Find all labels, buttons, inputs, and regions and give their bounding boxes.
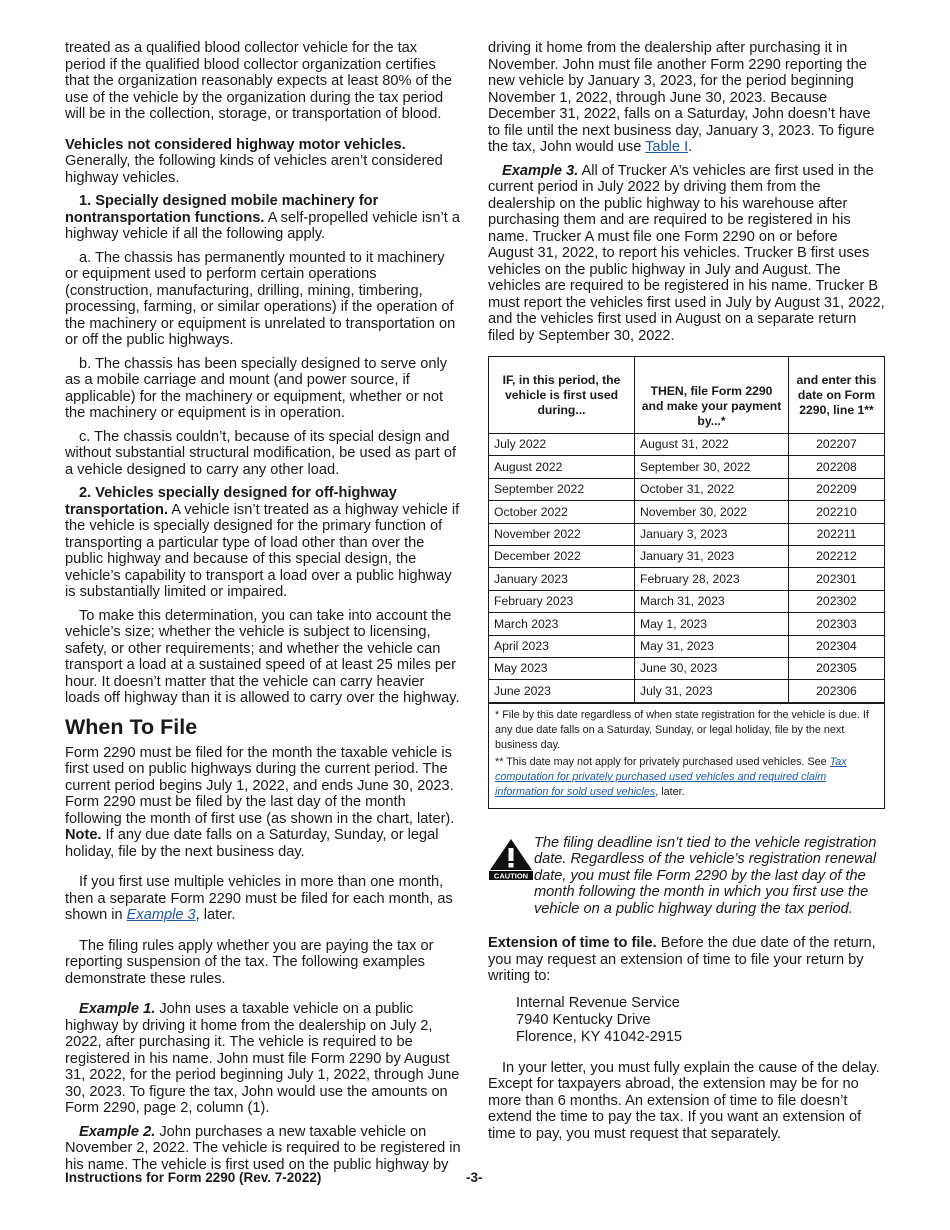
- paragraph: Form 2290 must be filed for the month the taxable vehicle is first used on public highways during the current period. The current period begins July 1, 2022, and ends June 30, 2023. Form 2290 must be filed by the last day of the month following the month of first use (as shown in the chart, later). Note. If any due date falls on a Saturday, Sunday, or legal holiday, file by the next business day.: [65, 744, 455, 860]
- list-item: 1. Specially designed mobile machinery for nontransportation functions. A self-propelled vehicle isn’t a highway vehicle if all the following apply.: [65, 193, 460, 242]
- paragraph: In your letter, you must fully explain the cause of the delay. Except for taxpayers abroad, the extension may be for no more than 6 months. An extension of time to file doesn’t extend the time to pay the tax. If you want an extension of time to pay, you must request that separately.: [488, 1059, 880, 1142]
- paragraph: The filing rules apply whether you are paying the tax or reporting suspension of the tax. The following examples demonstrate these rules.: [65, 937, 434, 987]
- month-first-used-cell: January 2023: [489, 568, 635, 590]
- month-first-used-cell: May 2023: [489, 657, 635, 679]
- month-first-used-cell: December 2022: [489, 545, 635, 567]
- run-in-heading: 2. Vehicles specially designed for off-highway transportation.: [65, 485, 397, 518]
- mailing-address: [516, 995, 885, 1046]
- table-i-link[interactable]: Table I: [645, 139, 689, 155]
- paragraph: If you first use multiple vehicles in more than one month, then a separate Form 2290 must be filed for each month, as shown in Example 3, later.: [65, 874, 453, 923]
- line-1-code-cell: 202301: [789, 568, 885, 590]
- due-date-cell: August 31, 2022: [635, 434, 789, 456]
- line-1-code-cell: 202303: [789, 613, 885, 635]
- month-first-used-cell: July 2022: [489, 434, 635, 456]
- table-row: [489, 545, 884, 567]
- left-column: [65, 40, 461, 1180]
- paragraph: Vehicles not considered highway motor vehicles. Generally, the following kinds of vehicles aren’t considered highway vehicles.: [65, 136, 443, 186]
- list-item: b. The chassis has been specially designed to serve only as a mobile carriage and mount (and power source, if applicable) for the machinery or equipment, whether or not the machinery or equipment is in operation.: [65, 355, 448, 421]
- table-row: [489, 680, 884, 702]
- footnote: ** This date may not apply for privately purchased used vehicles. See Tax computation for privately purchased used vehicles and required claim information for sold used vehicles, later.: [495, 755, 847, 798]
- due-date-cell: January 3, 2023: [635, 523, 789, 545]
- due-date-cell: March 31, 2023: [635, 590, 789, 612]
- form-title: Instructions for Form 2290 (Rev. 7-2022): [65, 1170, 322, 1185]
- example-paragraph: Example 1. John uses a taxable vehicle on a public highway by driving it home from the dealership on July 2, 2022, after purchasing it. The vehicle is required to be registered in his name. John must file Form 2290 by August 31, 2022, for the period beginning July 1, 2022, through June 30, 2023. To figure the tax, John would use the amounts on Form 2290, page 2, column (1).: [65, 1001, 460, 1116]
- table-row: [489, 501, 884, 523]
- filing-deadline-table: [489, 357, 884, 703]
- list-item: a. The chassis has permanently mounted to it machinery or equipment used to perform certain operations (construction, manufacturing, drilling, mining, timbering, processing, farming, or similar operations) if the operation of the machinery or equipment is unrelated to transportation on or off the public highways.: [65, 249, 456, 348]
- due-date-cell: January 31, 2023: [635, 545, 789, 567]
- example-label: Example 2.: [79, 1123, 156, 1140]
- table-row: [489, 613, 884, 635]
- table-row: [489, 568, 884, 590]
- line-1-code-cell: 202211: [789, 523, 885, 545]
- table-row: [489, 456, 884, 478]
- column-header: and enter this date on Form 2290, line 1**: [789, 357, 885, 434]
- address-line: Florence, KY 41042-2915: [516, 1028, 683, 1045]
- due-date-cell: September 30, 2022: [635, 456, 789, 478]
- paragraph: Extension of time to file. Before the due date of the return, you may request an extension of time to file your return by writing to:: [488, 935, 876, 985]
- due-date-cell: May 31, 2023: [635, 635, 789, 657]
- list-item: c. The chassis couldn’t, because of its special design and without substantial structural modification, be used as part of a vehicle designed to carry any other load.: [65, 428, 456, 478]
- example-3-link[interactable]: Example 3: [126, 907, 196, 923]
- example-paragraph: Example 2. John purchases a new taxable vehicle on November 2, 2022. The vehicle is required to be registered in his name. The vehicle is first used on the public highway by: [65, 1123, 461, 1173]
- line-1-code-cell: 202302: [789, 590, 885, 612]
- month-first-used-cell: June 2023: [489, 680, 635, 702]
- right-column: [488, 40, 885, 1149]
- table-row: [489, 523, 884, 545]
- table-row: [489, 590, 884, 612]
- example-label: Example 1.: [79, 1001, 156, 1017]
- line-1-code-cell: 202209: [789, 478, 885, 500]
- run-in-heading: Vehicles not considered highway motor vehicles.: [65, 136, 406, 153]
- paragraph: driving it home from the dealership after purchasing it in November. John must file another Form 2290 reporting the new vehicle by January 3, 2023, for the period beginning November 1, 2022, through June 30, 2023. Because December 31, 2022, falls on a Saturday, John doesn’t have to file until the next business day, January 3, 2023. To figure the tax, John would use Table I.: [488, 40, 875, 155]
- address-line: Internal Revenue Service: [516, 994, 680, 1011]
- table-notes: [489, 703, 884, 808]
- month-first-used-cell: April 2023: [489, 635, 635, 657]
- address-line: 7940 Kentucky Drive: [516, 1011, 651, 1028]
- footnote: * File by this date regardless of when state registration for the vehicle is due. If any due date falls on a Saturday, Sunday, or legal holiday, file by the next business day.: [495, 708, 869, 751]
- page-number: -3-: [466, 1170, 483, 1185]
- due-date-cell: October 31, 2022: [635, 478, 789, 500]
- caution-block: [488, 835, 885, 918]
- example-paragraph: Example 3. All of Trucker A’s vehicles are first used in the current period in July 2022 by driving them from the dealership on the public highway to his warehouse after purchasing them and are required to be registered in his name. Trucker A must file one Form 2290 on or before August 31, 2022, to report his vehicles. Trucker B first uses vehicles on the public highway in July and August. The vehicles are required to be registered in his name. Trucker B must report the vehicles first used in July by August 31, 2022, and the vehicles first used in August on a separate return filed by September 30, 2022.: [488, 162, 885, 344]
- line-1-code-cell: 202210: [789, 501, 885, 523]
- section-heading: When To File: [65, 714, 198, 739]
- due-date-cell: November 30, 2022: [635, 501, 789, 523]
- line-1-code-cell: 202207: [789, 434, 885, 456]
- month-first-used-cell: August 2022: [489, 456, 635, 478]
- example-label: Example 3.: [502, 162, 579, 179]
- table-header-row: [489, 357, 884, 434]
- caution-icon: [488, 837, 534, 881]
- line-1-code-cell: 202306: [789, 680, 885, 702]
- month-first-used-cell: September 2022: [489, 478, 635, 500]
- table-body: [489, 434, 884, 703]
- line-1-code-cell: 202305: [789, 657, 885, 679]
- tax-computation-link[interactable]: Tax computation for privately purchased used vehicles and required claim information for sold used vehicles: [495, 755, 847, 798]
- line-1-code-cell: 202208: [789, 456, 885, 478]
- run-in-heading: 1. Specially designed mobile machinery for nontransportation functions.: [65, 193, 379, 226]
- month-first-used-cell: February 2023: [489, 590, 635, 612]
- due-date-cell: June 30, 2023: [635, 657, 789, 679]
- filing-deadline-table-box: [488, 356, 885, 809]
- due-date-cell: May 1, 2023: [635, 613, 789, 635]
- due-date-cell: February 28, 2023: [635, 568, 789, 590]
- table-row: [489, 478, 884, 500]
- table-row: [489, 635, 884, 657]
- line-1-code-cell: 202212: [789, 545, 885, 567]
- run-in-heading: Extension of time to file.: [488, 935, 657, 952]
- month-first-used-cell: March 2023: [489, 613, 635, 635]
- table-row: [489, 434, 884, 456]
- page-footer: [65, 1170, 885, 1185]
- due-date-cell: July 31, 2023: [635, 680, 789, 702]
- caution-text: The filing deadline isn’t tied to the vehicle registration date. Regardless of the vehicle’s registration renewal date, you must file Form 2290 by the last day of the month following the month in which you first use the vehicle on a public highway during the tax period.: [534, 834, 877, 917]
- paragraph: To make this determination, you can take into account the vehicle’s size; whether the vehicle is subject to licensing, safety, or other requirements; and whether the vehicle can transport a load at a sustained speed of at least 25 miles per hour. It doesn’t matter that the vehicle can carry heavier loads off highway than it is allowed to carry over the highway.: [65, 607, 460, 706]
- column-header: THEN, file Form 2290 and make your payment by...*: [635, 357, 789, 434]
- note-label: Note.: [65, 827, 102, 843]
- month-first-used-cell: November 2022: [489, 523, 635, 545]
- month-first-used-cell: October 2022: [489, 501, 635, 523]
- caution-label: CAUTION: [493, 871, 529, 881]
- table-row: [489, 657, 884, 679]
- list-item: 2. Vehicles specially designed for off-highway transportation. A vehicle isn’t treated as a highway vehicle if the vehicle is specially designed for the primary function of transporting a particular type of load other than over the public highway and because of this special design, the vehicle’s capability to transport a load over a public highway is substantially limited or impaired.: [65, 485, 460, 600]
- column-header: IF, in this period, the vehicle is first used during...: [489, 357, 635, 434]
- line-1-code-cell: 202304: [789, 635, 885, 657]
- paragraph: treated as a qualified blood collector vehicle for the tax period if the qualified blood collector organization certifies that the organization reasonably expects at least 80% of the use of the vehicle by the organization during the tax period will be in the collection, storage, or transportation of blood.: [65, 40, 452, 122]
